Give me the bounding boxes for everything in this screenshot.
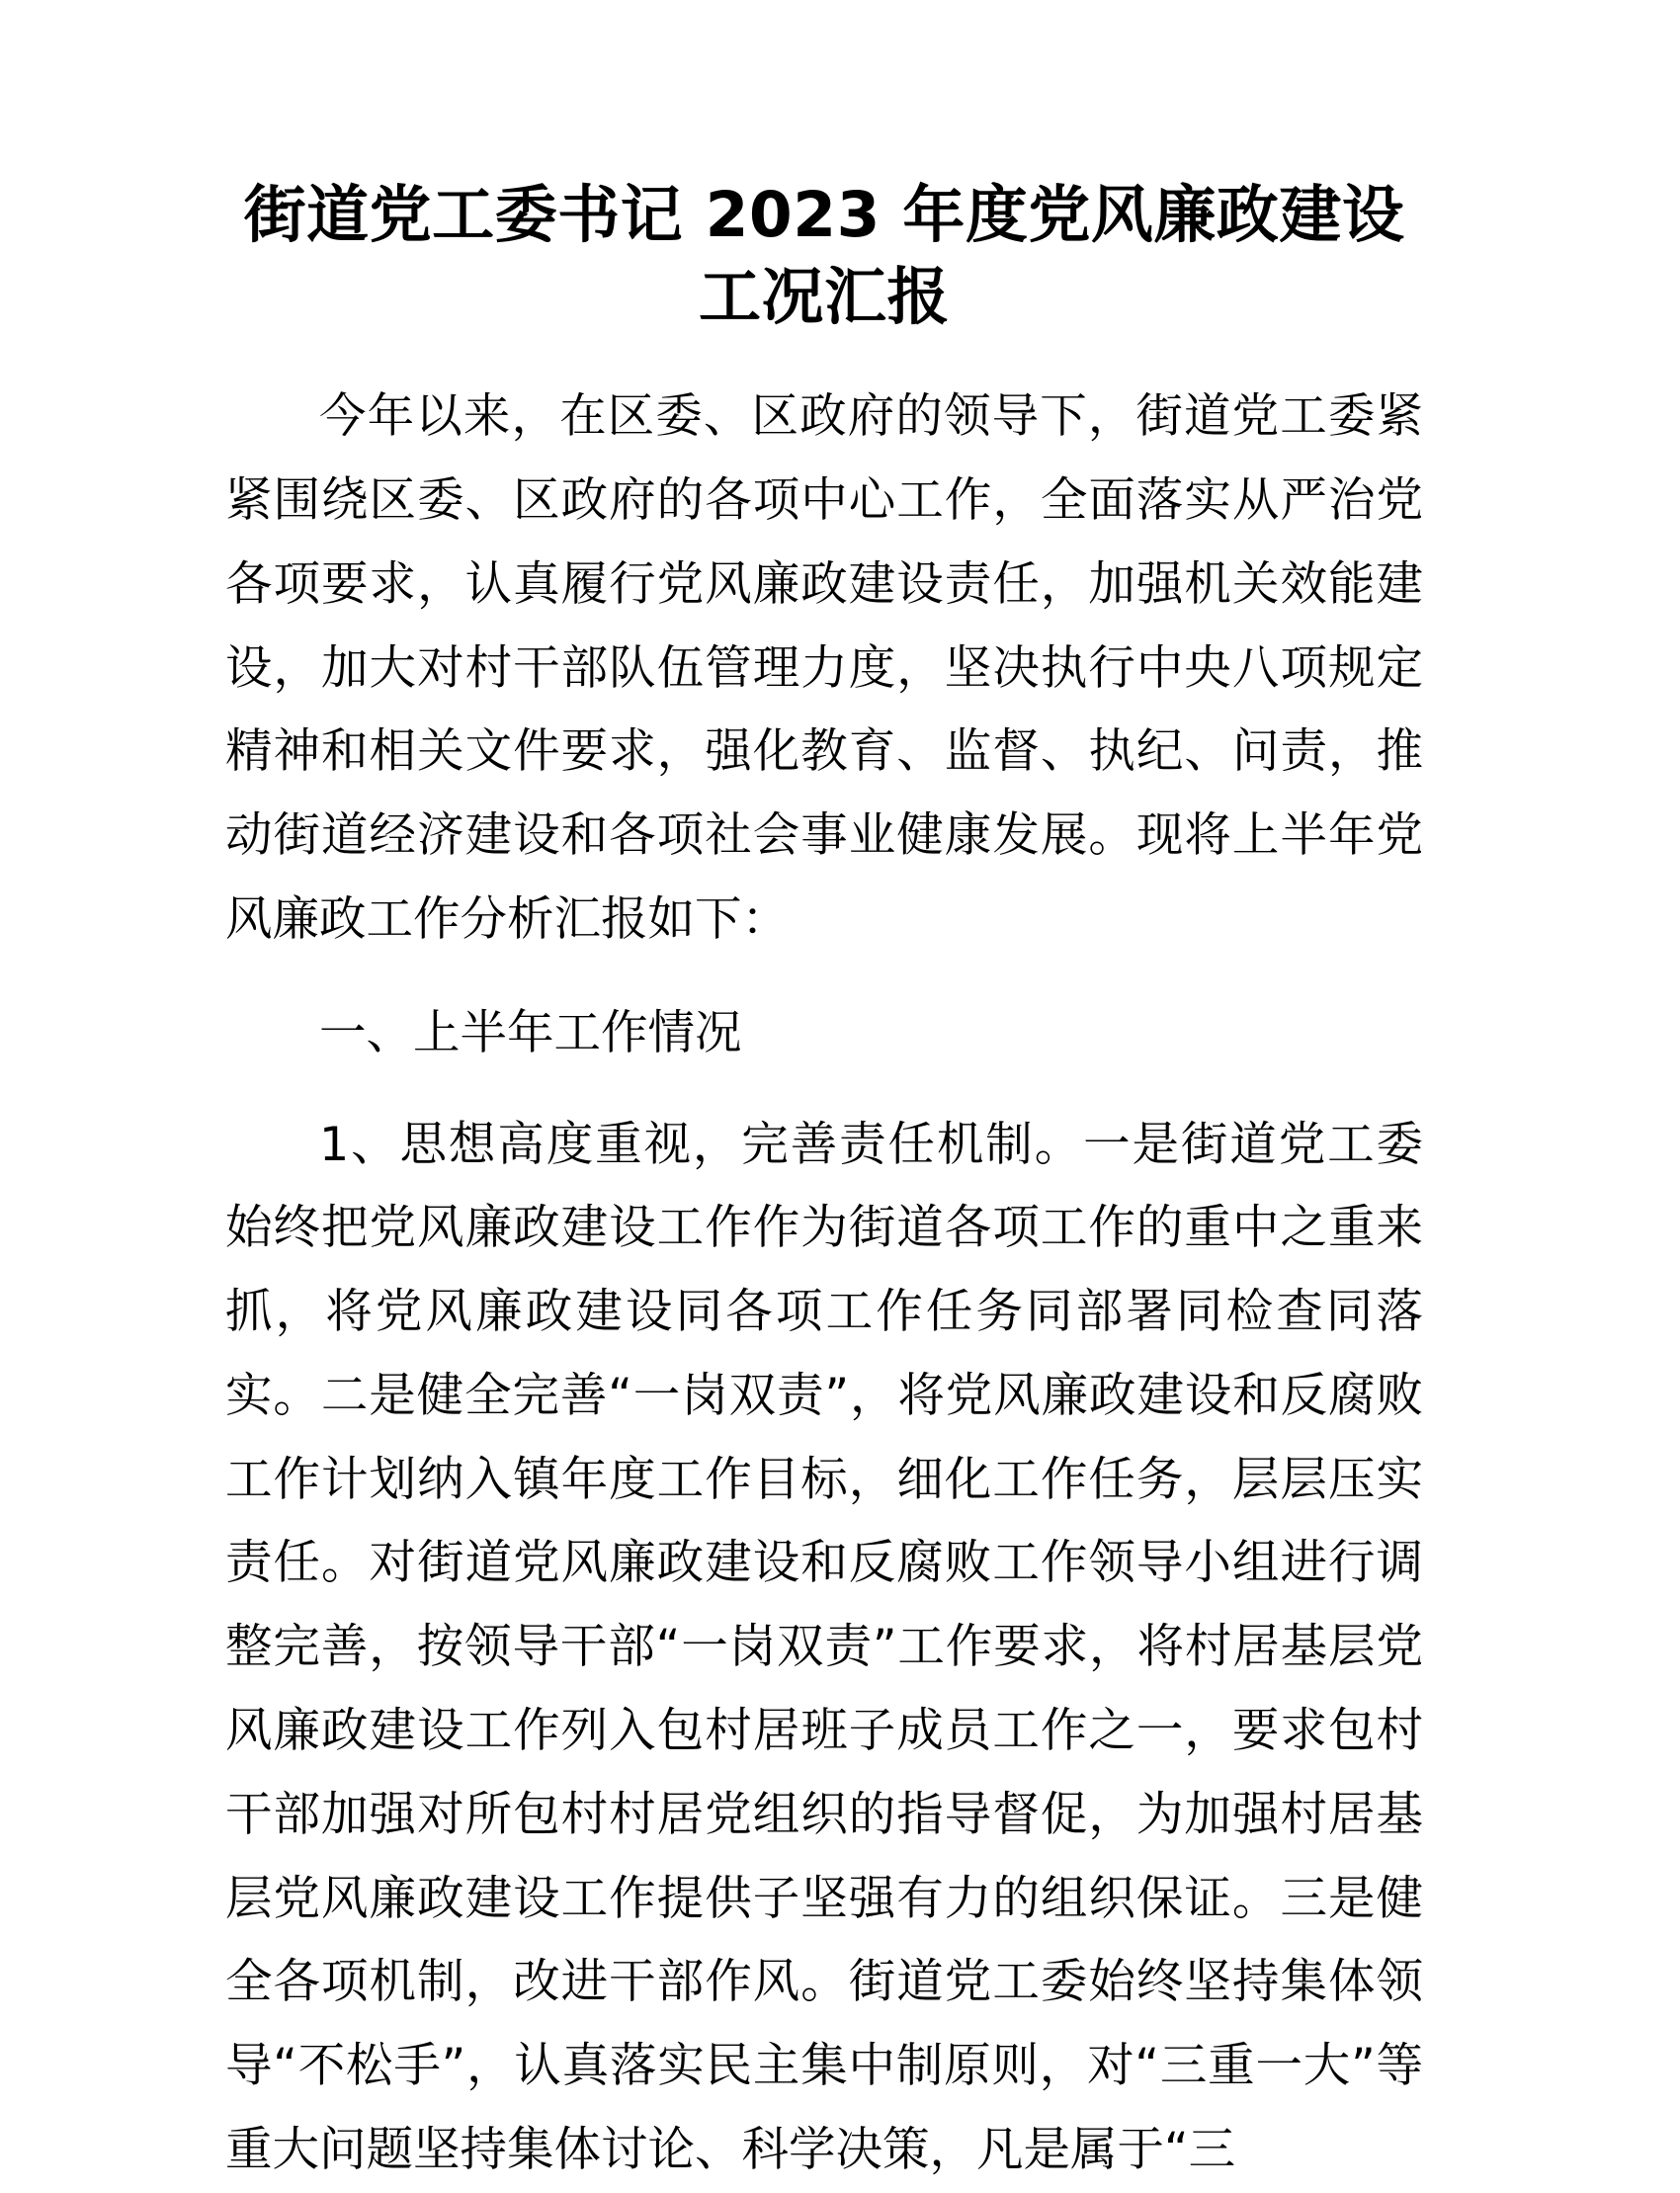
- paragraph-item-1: 1、思想高度重视，完善责任机制。一是街道党工委始终把党风廉政建设工作作为街道各项工作的重中之重来抓，将党风廉政建设同各项工作任务同部署同检查同落实。二是健全完善“一岗双责”，将党风廉政建设和反腐败工作计划纳入镇年度工作目标，细化工作任务，层层压实责任。对街道党风廉政建设和反腐败工作领导小组进行调整完善，按领导干部“一岗双责”工作要求，将村居基层党风廉政建设工作列入包村居班子成员工作之一，要求包村干部加强对所包村村居党组织的指导督促，为加强村居基层党风廉政建设工作提供子坚强有力的组织保证。三是健全各项机制，改进干部作风。街道党工委始终坚持集体领导“不松手”，认真落实民主集中制原则，对“三重一大”等重大问题坚持集体讨论、科学决策，凡是属于“三: [225, 1117, 1423, 2177]
- title-line-1: 街道党工委书记 2023 年度党风廉政建设工: [243, 179, 1405, 334]
- page-title: [225, 0, 1423, 338]
- title-line-2: 况汇报: [761, 261, 950, 334]
- paragraph-intro: 今年以来，在区委、区政府的领导下，街道党工委紧紧围绕区委、区政府的各项中心工作，全面落实从严治党各项要求，认真履行党风廉政建设责任，加强机关效能建设，加大对村干部队伍管理力度，坚决执行中央八项规定精神和相关文件要求，强化教育、监督、执纪、问责，推动街道经济建设和各项社会事业健康发展。现将上半年党风廉政工作分析汇报如下：: [225, 389, 1423, 947]
- section-heading-one: 一、上半年工作情况: [319, 1005, 742, 1060]
- document-content: [225, 0, 1423, 2193]
